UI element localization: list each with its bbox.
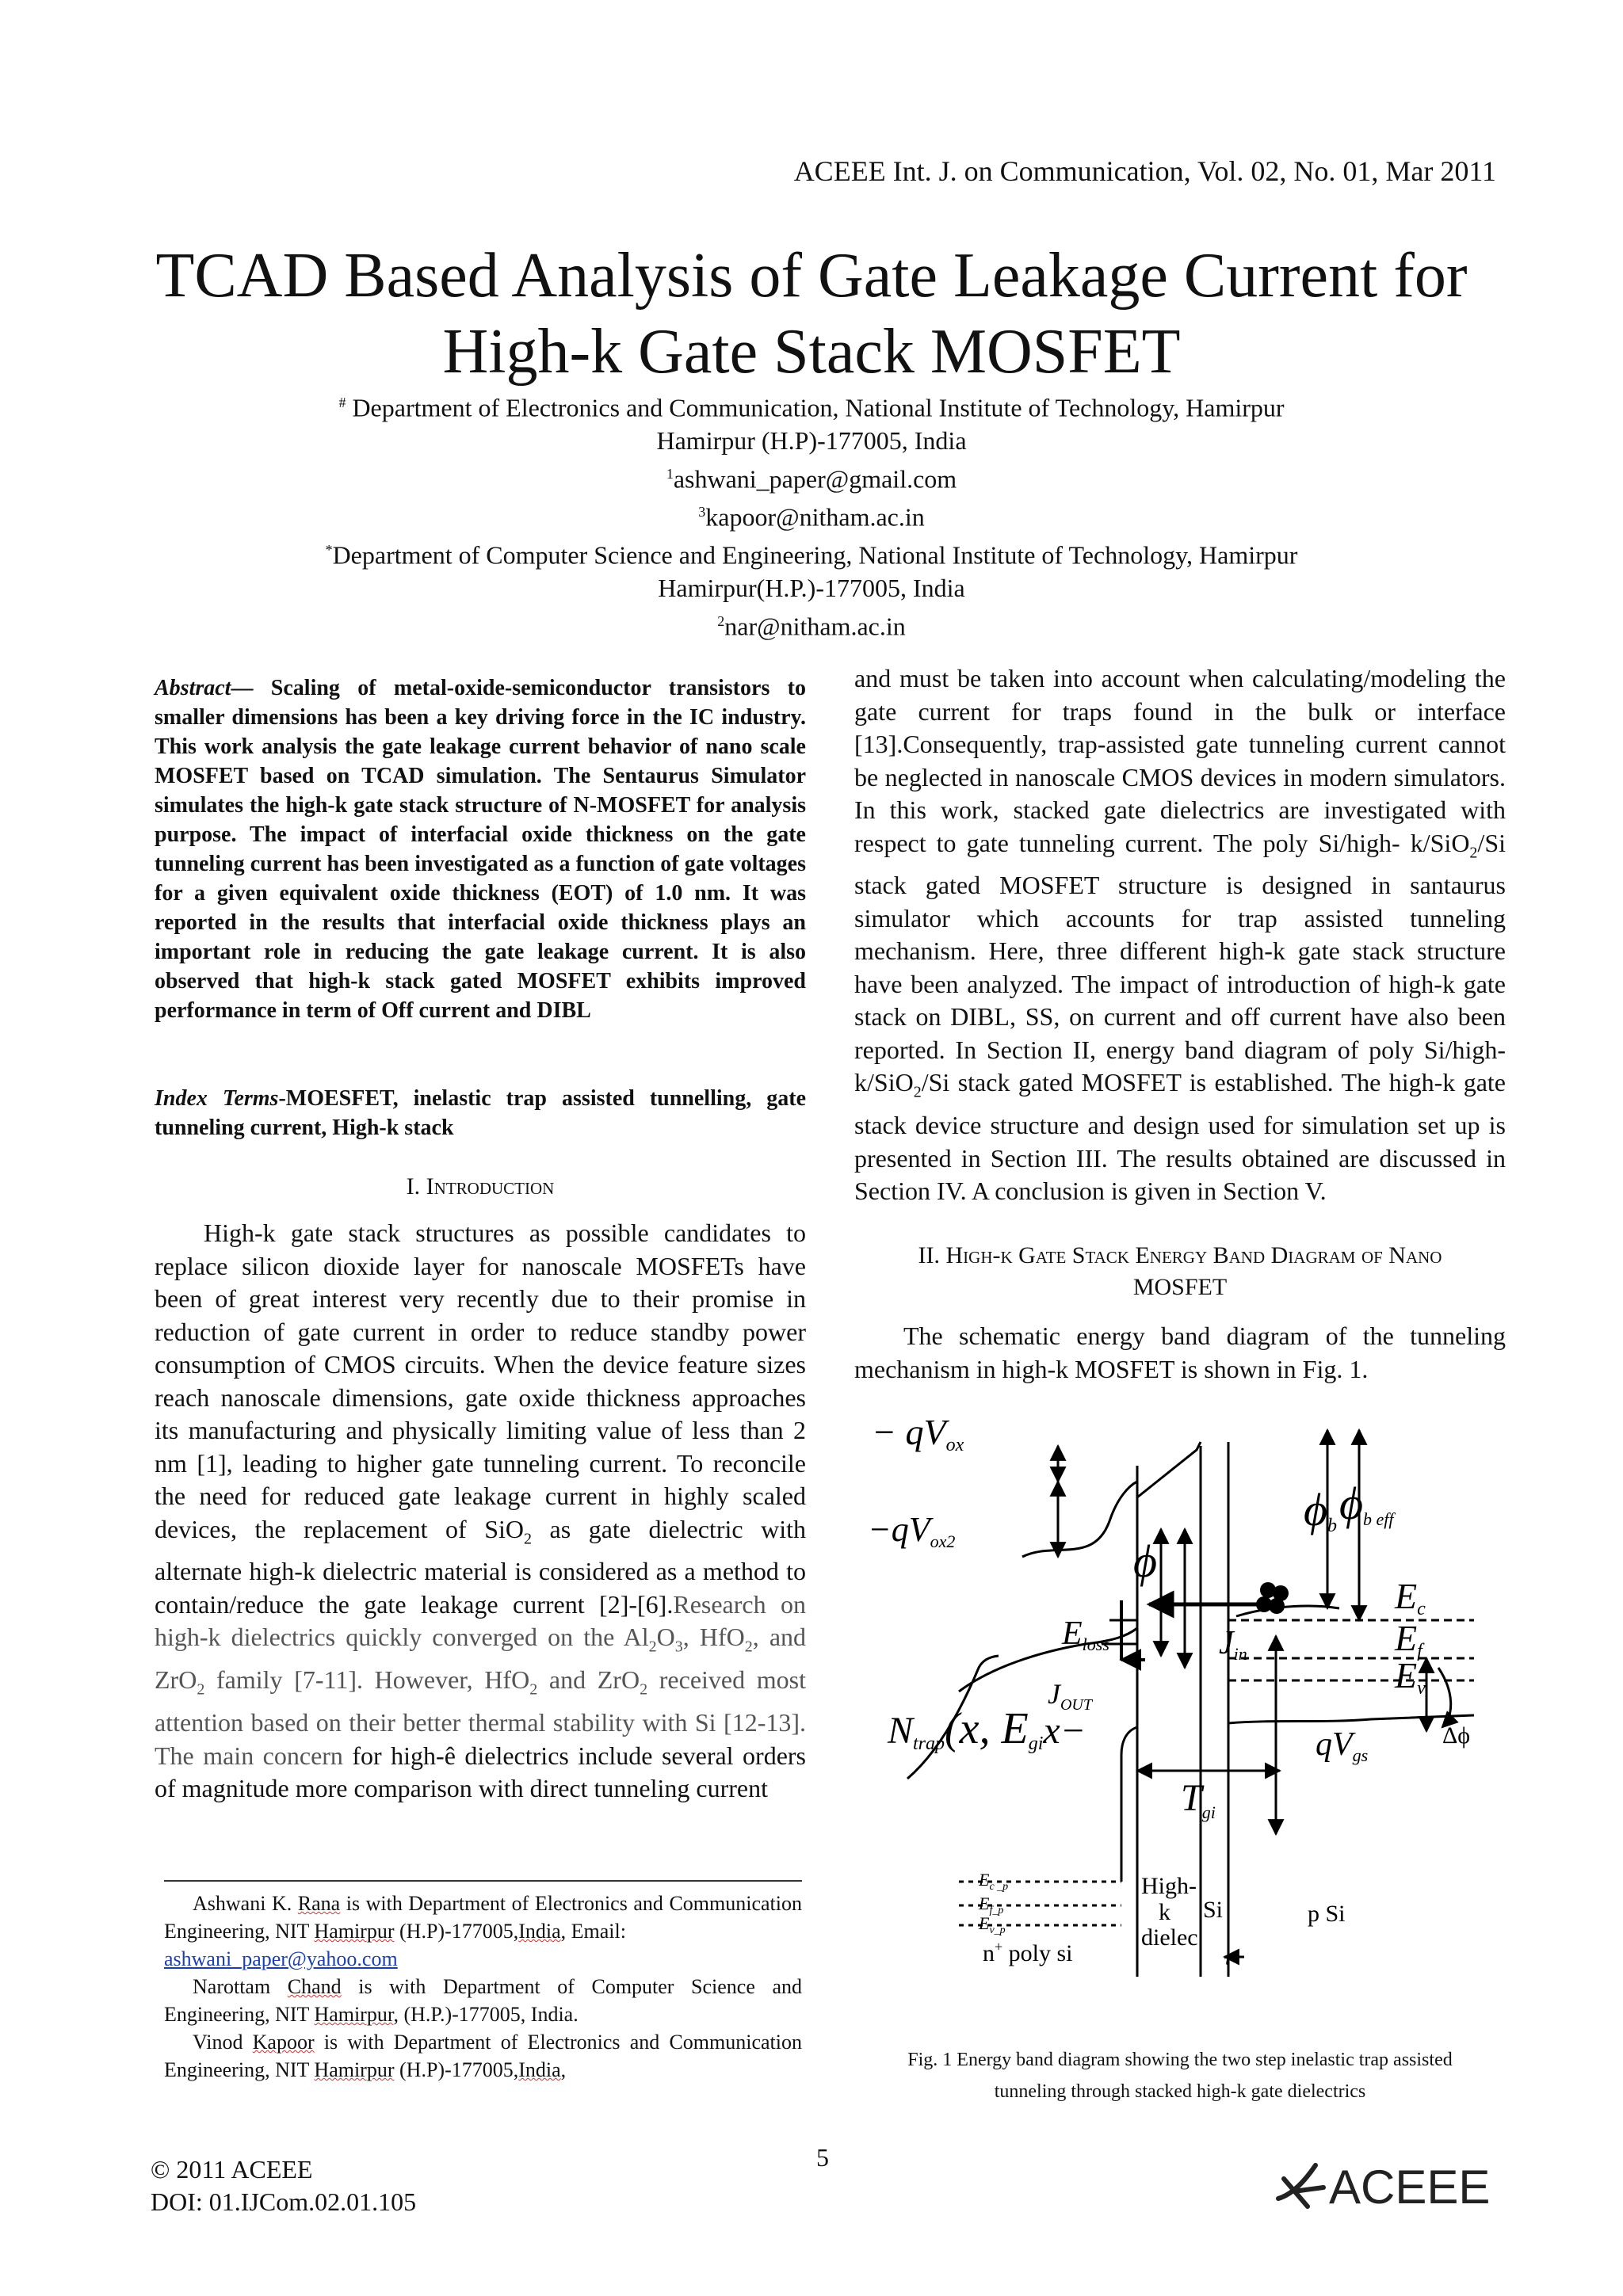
svg-text:τ: τ bbox=[1224, 1951, 1231, 1969]
svg-text:Ev: Ev bbox=[1395, 1655, 1426, 1699]
svg-text:ϕb eff: ϕb eff bbox=[1339, 1478, 1394, 1529]
affiliation-2-city: Hamirpur(H.P.)-177005, India bbox=[658, 574, 965, 603]
section-1-paragraph: High-k gate stack structures as possible candidates to replace silicon dioxide layer for nanoscale MOSFETs have been of great interest very recently due to their promise in reduction of gate current in order to reduce standby power consumption of CMOS circuits. When the device feature sizes reach nanoscale dimensions, gate oxide thickness approaches its manufacturing and physically limiting value of less than 2 nm [1], leading to higher gate tunneling current. To reconcile the need for reduced gate leakage current in highly scaled devices, the replacement of SiO$_2$ as gate dielectric with alternate high-k dielectric material is considered as a method to contain/reduce the gate leakage current [2]-[6].Research on high-k dielectrics quickly converged on the $Al_2O_3$, HfO$_2$, and ZrO$_2$ family [7-11]. However, HfO$_2$ and ZrO$_2$ received most attention based on their better thermal stability with Si [12-13]. The main concern for high-ê dielectrics include several orders of magnitude more comparison with direct tunneling current bbox=[155, 1219, 807, 1803]
email-2: $^2$nar@nitham.ac.in bbox=[717, 612, 906, 641]
abstract: Abstract— Scaling of metal-oxide-semiconductor transistors to smaller dimensions has been a key driving force in the IC industry. This work analysis the gate leakage current behavior of nano scale MOSFET based on TCAD simulation. The Sentaurus Simulator simulates the high-k gate stack structure of N-MOSFET for analysis purpose. The impact of interfacial oxide thickness on the gate tunneling current has been investigated as a function of gate voltages for a given equivalent oxide thickness (EOT) of 1.0 nm. It was reported in the results that interfacial oxide thickness plays an important role in reducing the gate leakage current. It is also observed that high-k stack gated MOSFET exhibits improved performance in term of Off current and DIBL bbox=[155, 676, 806, 1023]
footnotes bbox=[164, 1890, 802, 2084]
footer-copyright: © 2011 ACEEE DOI: 01.IJCom.02.01.105 bbox=[151, 2153, 416, 2218]
svg-text:n+ poly si: n+ poly si bbox=[983, 1939, 1073, 1966]
svg-text:Ntrap(x, Egix−: Ntrap(x, Egix− bbox=[888, 1704, 1086, 1754]
email-1: $^1$ashwani_paper@gmail.com bbox=[666, 464, 957, 494]
phi-label: ϕ bbox=[1133, 1535, 1158, 1587]
energy-band-diagram bbox=[864, 1406, 1514, 2016]
svg-text:Eloss: Eloss bbox=[1062, 1615, 1109, 1654]
svg-text:Jin: Jin bbox=[1219, 1625, 1247, 1664]
footnote-author-3: Vinod Kapoor is with Department of Electronics and Communication Engineering, NIT Hamirpur (H.P)-177005,India, bbox=[164, 2031, 802, 2081]
right-column-paragraph: and must be taken into account when calculating/modeling the gate current for traps found in the bulk or interface [13].Consequently, trap-assisted gate tunneling current cannot be neglected in nanoscale CMOS devices in modern simulators. In this work, stacked gate dielectrics are investigated with respect to gate tunneling current. The poly Si/high- k/SiO$_2$/Si stack gated MOSFET structure is designed in santaurus simulator which accounts for trap assisted tunneling mechanism. Here, three different high-k gate stack structure have been analyzed. The impact of introduction of high-k gate stack on DIBL, SS, on current and off current have also been reported. In Section II, energy band diagram of poly Si/high-k/SiO$_2$/Si stack gated MOSFET is established. The high-k gate stack device structure and design used for simulation set up is presented in Section III. The results obtained are discussed in Section IV. A conclusion is given in Section V. bbox=[854, 664, 1506, 1206]
affiliation-1-city: Hamirpur (H.P)-177005, India bbox=[656, 426, 967, 456]
title-line-1: TCAD Based Analysis of Gate Leakage Current for bbox=[155, 241, 1468, 311]
svg-text:Si: Si bbox=[1203, 1897, 1224, 1923]
email-3: $^3$kapoor@nitham.ac.in bbox=[698, 502, 925, 532]
svg-text:Tgi: $T_{gi}$ bbox=[1181, 1777, 1216, 1822]
affiliations bbox=[0, 387, 1623, 643]
aceee-logo bbox=[1272, 2159, 1490, 2214]
svg-text:Ec _p: $E_{c \_p}$ bbox=[979, 1870, 1009, 1893]
svg-text:p Si: p Si bbox=[1308, 1901, 1346, 1927]
affiliation-2: *Department of Computer Science and Engineering, National Institute of Technology, Hamirpur bbox=[325, 540, 1298, 570]
svg-text:High-: High- bbox=[1141, 1873, 1197, 1899]
svg-text:−qVox2: −qVox2 bbox=[868, 1510, 956, 1551]
svg-text:dielec: dielec bbox=[1141, 1924, 1198, 1951]
svg-text:Ef: Ef bbox=[1395, 1618, 1423, 1661]
index-terms: Index Terms-MOESFET, inelastic trap assisted tunnelling, gate tunneling current, High-k stack bbox=[155, 1086, 807, 1140]
section-2-heading: II. High-k Gate Stack Energy Band Diagram of Nano MOSFET bbox=[918, 1242, 1442, 1300]
section-1-heading: I. Introduction bbox=[406, 1173, 555, 1199]
svg-text:Δϕ: Δϕ bbox=[1442, 1722, 1471, 1749]
title-line-2: High-k Gate Stack MOSFET bbox=[442, 317, 1181, 387]
svg-text:JOUT: $J_{OUT}$ bbox=[1048, 1678, 1092, 1714]
logo-text: ACEEE bbox=[1329, 2160, 1491, 2214]
aceee-logo-icon bbox=[1272, 2159, 1327, 2214]
svg-text:ϕb: ϕb bbox=[1304, 1484, 1338, 1536]
svg-text:qVgs: qVgs bbox=[1316, 1726, 1369, 1765]
svg-text:− qVox: − qVox bbox=[872, 1412, 964, 1455]
paper-title bbox=[0, 238, 1623, 390]
doi: DOI: 01.IJCom.02.01.105 bbox=[151, 2187, 417, 2216]
footnote-author-2: Narottam Chand is with Department of Computer Science and Engineering, NIT Hamirpur, (H.P.)-177005, India. bbox=[164, 1975, 802, 2026]
footnote-author-1: Ashwani K. Rana is with Department of Electronics and Communication Engineering, NIT Hamirpur (H.P)-177005,India, Email: ashwani_paper@yahoo.com bbox=[164, 1892, 802, 1970]
svg-text:Ef_p: $E_{f\_p}$ bbox=[979, 1894, 1004, 1917]
svg-text:k: k bbox=[1159, 1899, 1170, 1925]
figure-1-caption: Fig. 1 Energy band diagram showing the two step inelastic trap assisted tunneling through stacked high-k gate dielectrics bbox=[907, 2050, 1453, 2102]
section-2-paragraph: The schematic energy band diagram of the tunneling mechanism in high-k MOSFET is shown in Fig. 1. bbox=[854, 1322, 1506, 1383]
journal-header: ACEEE Int. J. on Communication, Vol. 02, No. 01, Mar 2011 bbox=[793, 155, 1496, 187]
affiliation-1: # Department of Electronics and Communication, National Institute of Technology, Hamirpur bbox=[338, 393, 1285, 422]
svg-text:Ev_p: $E_{v\_p}$ bbox=[979, 1913, 1006, 1936]
svg-text:Ec: Ec bbox=[1395, 1576, 1426, 1619]
footnote-email-link[interactable]: ashwani_paper@yahoo.com bbox=[164, 1947, 398, 1970]
footnote-divider bbox=[164, 1880, 802, 1882]
page-number: 5 bbox=[816, 2143, 829, 2172]
